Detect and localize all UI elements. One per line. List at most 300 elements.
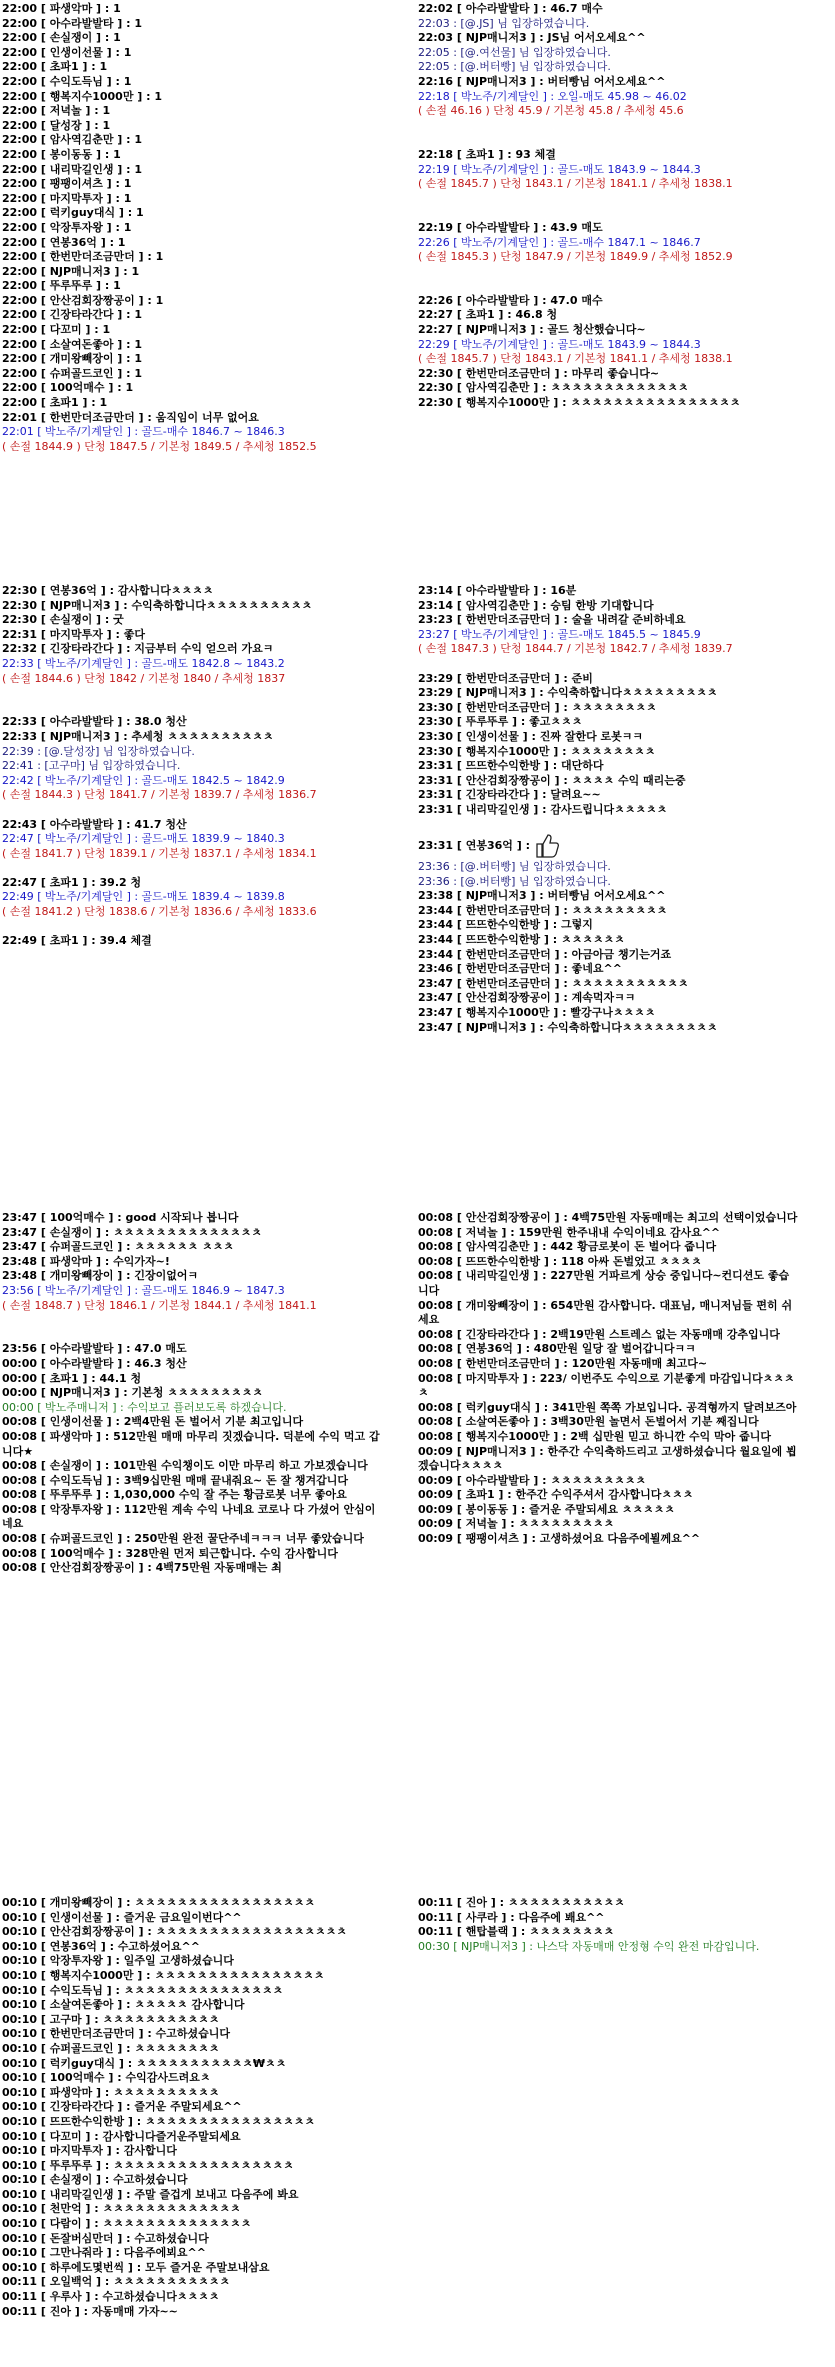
chat-message bbox=[2, 2144, 382, 2159]
chat-message bbox=[2, 46, 382, 61]
chat-message bbox=[2, 613, 382, 628]
chat-message bbox=[2, 759, 382, 774]
chat-message-text: 00:08 [ 암사역김춘만 ] : 442 황금로봇이 돈 벌어다 줍니다 bbox=[418, 1240, 717, 1254]
chat-message bbox=[418, 584, 798, 599]
chat-message bbox=[418, 948, 798, 963]
chat-message-text: ( 손절 1844.9 ) 단청 1847.5 / 기본청 1849.5 / 추세청 1852.5 bbox=[2, 439, 317, 453]
chat-message bbox=[418, 163, 798, 178]
chat-message-text: 00:10 [ 천만억 ] : ㅊㅊㅊㅊㅊㅊㅊㅊㅊㅊㅊㅊㅊ bbox=[2, 2202, 241, 2216]
chat-message-text: 22:00 [ 뚜루뚜루 ] : 1 bbox=[2, 279, 121, 293]
chat-message bbox=[418, 933, 798, 948]
chat-message-text: 22:41 : [고구마] 님 입장하였습니다. bbox=[2, 759, 181, 773]
chat-message-text: 23:14 [ 암사역김춘만 ] : 승팀 한방 기대합니다 bbox=[418, 598, 654, 612]
chat-message bbox=[418, 889, 798, 904]
chat-message bbox=[418, 294, 798, 309]
chat-message-text: 22:03 [ NJP매니저3 ] : JS님 어서오세요^^ bbox=[418, 31, 646, 45]
chat-message bbox=[2, 745, 382, 760]
chat-message bbox=[2, 1255, 382, 1270]
chat-message-text: 22:32 [ 긴장타라간다 ] : 지금부터 수익 얻으러 가요ㅋ bbox=[2, 642, 274, 656]
chat-message-text: 22:00 [ 행복지수1000만 ] : 1 bbox=[2, 89, 163, 103]
chat-message-text: 00:09 [ 초파1 ] : 한주간 수익주셔서 감사합니다ㅊㅊㅊ bbox=[418, 1488, 694, 1502]
chat-message bbox=[2, 1459, 382, 1474]
chat-message-text: 00:09 [ 저녁놀 ] : ㅊㅊㅊㅊㅊㅊㅊㅊㅊ bbox=[418, 1517, 615, 1531]
chat-message bbox=[418, 396, 798, 411]
chat-message-text: 00:08 [ 파생악마 ] : 512만원 매매 마무리 짓겠습니다. 덕분에 수익 먹고 갑니다★ bbox=[2, 1429, 380, 1458]
thumbs-up-icon bbox=[534, 832, 560, 860]
chat-message-text: ( 손절 1848.7 ) 단청 1846.1 / 기본청 1844.1 / 추세청 1841.1 bbox=[2, 1298, 317, 1312]
chat-message-text: 22:00 [ 저녁놀 ] : 1 bbox=[2, 104, 111, 118]
chat-message-text: 00:08 [ 안산검회장짱공이 ] : 4백75만원 자동매매는 최고의 선택이었습니다 bbox=[418, 1211, 798, 1224]
chat-message bbox=[2, 934, 382, 949]
chat-message-text: 22:26 [ 아수라발발타 ] : 47.0 매수 bbox=[418, 293, 603, 307]
chat-message bbox=[2, 2013, 382, 2028]
chat-message-text: 22:00 [ 내리막길인생 ] : 1 bbox=[2, 162, 143, 176]
chat-message-text: 00:11 [ 진아 ] : ㅊㅊㅊㅊㅊㅊㅊㅊㅊㅊㅊ bbox=[418, 1896, 625, 1909]
chat-message bbox=[418, 1211, 798, 1226]
chat-message-text: 23:36 : [@.버터빵] 님 입장하였습니다. bbox=[418, 860, 611, 874]
chat-message bbox=[418, 1299, 798, 1328]
chat-panel-6 bbox=[418, 1211, 798, 1751]
chat-message bbox=[2, 1474, 382, 1489]
chat-message bbox=[2, 1547, 382, 1562]
chat-message bbox=[2, 1372, 382, 1387]
chat-message bbox=[418, 613, 798, 628]
chat-message-text: 23:36 : [@.버터빵] 님 입장하였습니다. bbox=[418, 874, 611, 888]
chat-message-text: 22:33 [ 아수라발발타 ] : 38.0 청산 bbox=[2, 715, 187, 729]
chat-message-text: 22:00 [ 한번만더조금만더 ] : 1 bbox=[2, 250, 164, 264]
chat-message bbox=[2, 2130, 382, 2145]
chat-message bbox=[2, 2246, 382, 2261]
chat-message-text: 23:44 [ 한번만더조금만더 ] : ㅊㅊㅊㅊㅊㅊㅊㅊㅊ bbox=[418, 903, 668, 917]
chat-message-text: 00:08 [ 슈퍼골드코인 ] : 250만원 완전 꿀단주네ㅋㅋㅋ 너무 좋았습니다 bbox=[2, 1532, 364, 1546]
spacer bbox=[418, 279, 798, 294]
chat-message bbox=[2, 338, 382, 353]
chat-message bbox=[2, 1911, 382, 1926]
chat-message bbox=[418, 1940, 798, 1955]
chat-message-text: 23:31 [ 안산검회장짱공이 ] : ㅊㅊㅊㅊ 수익 때리는중 bbox=[418, 773, 686, 787]
spacer bbox=[418, 206, 798, 221]
chat-message-text: 00:08 [ 저녁놀 ] : 159만원 한주내내 수익이네요 감사요^^ bbox=[418, 1225, 721, 1239]
chat-message bbox=[418, 803, 798, 818]
chat-message bbox=[2, 148, 382, 163]
chat-message-text: 22:00 [ 마지막투자 ] : 1 bbox=[2, 191, 132, 205]
chat-message-text: 00:10 [ 연봉36억 ] : 수고하셨어요^^ bbox=[2, 1939, 200, 1953]
chat-message bbox=[2, 2275, 382, 2290]
spacer bbox=[2, 686, 382, 701]
chat-message-text: 22:00 [ 100억매수 ] : 1 bbox=[2, 381, 134, 395]
chat-message-text: 00:08 [ 연봉36억 ] : 480만원 일당 잘 벌어갑니다ㅋㅋ bbox=[418, 1342, 696, 1356]
chat-message-text: 22:26 [ 박노주/기계달인 ] : 골드-매수 1847.1 ~ 1846.7 bbox=[418, 235, 701, 249]
chat-message-text: ( 손절 46.16 ) 단청 45.9 / 기본청 45.8 / 추세청 45.6 bbox=[418, 104, 684, 118]
chat-message bbox=[2, 265, 382, 280]
chat-message bbox=[2, 642, 382, 657]
chat-message bbox=[418, 1226, 798, 1241]
chat-message-text: 00:00 [ 초파1 ] : 44.1 청 bbox=[2, 1371, 142, 1385]
chat-message bbox=[418, 1240, 798, 1255]
chat-message-text: 22:31 [ 마지막투자 ] : 좋다 bbox=[2, 627, 145, 641]
chat-message bbox=[418, 599, 798, 614]
chat-message-text: 22:05 : [@.여선물] 님 입장하였습니다. bbox=[418, 45, 611, 59]
chat-message-text: 00:10 [ 슈퍼골드코인 ] : ㅊㅊㅊㅊㅊㅊㅊㅊ bbox=[2, 2041, 220, 2055]
chat-message bbox=[418, 1255, 798, 1270]
chat-message-text: 23:29 [ NJP매니저3 ] : 수익축하합니다ㅊㅊㅊㅊㅊㅊㅊㅊㅊ bbox=[418, 686, 718, 700]
chat-message bbox=[2, 221, 382, 236]
chat-message-text: 23:47 [ 행복지수1000만 ] : 빨강구나ㅊㅊㅊㅊ bbox=[418, 1006, 656, 1020]
chat-message bbox=[2, 1925, 382, 1940]
spacer bbox=[2, 861, 382, 876]
chat-message-text: 22:18 [ 초파1 ] : 93 체결 bbox=[418, 147, 556, 161]
chat-message bbox=[2, 1969, 382, 1984]
chat-message-text: 00:10 [ 럭키guy대식 ] : ㅊㅊㅊㅊㅊㅊㅊㅊㅊㅊㅊ₩ㅊㅊ bbox=[2, 2056, 287, 2070]
chat-message bbox=[418, 1415, 798, 1430]
chat-message-text: 22:49 [ 박노주/기계달인 ] : 골드-매도 1839.4 ~ 1839.8 bbox=[2, 890, 285, 904]
chat-message bbox=[2, 847, 382, 862]
chat-message bbox=[2, 2188, 382, 2203]
chat-message bbox=[418, 1342, 798, 1357]
chat-message-text: 00:08 [ 안산검회장짱공이 ] : 4백75만원 자동매매는 최 bbox=[2, 1561, 282, 1575]
chat-panel-8 bbox=[418, 1896, 798, 1976]
chat-message-text: 22:01 [ 한번만더조금만더 ] : 움직임이 너무 없어요 bbox=[2, 410, 259, 424]
chat-message-text: 22:03 : [@.JS] 님 입장하였습니다. bbox=[418, 16, 590, 30]
chat-message-text: 00:09 [ 팽팽이셔츠 ] : 고생하셨어요 다음주에뵐께요^^ bbox=[418, 1532, 701, 1546]
chat-message bbox=[418, 90, 798, 105]
chat-message-text: 00:10 [ 인생이선물 ] : 즐거운 금요일이번다^^ bbox=[2, 1910, 242, 1924]
chat-message bbox=[418, 148, 798, 163]
chat-message bbox=[2, 308, 382, 323]
chat-message bbox=[2, 818, 382, 833]
chat-message-text: 22:01 [ 박노주/기계달인 ] : 골드-매수 1846.7 ~ 1846.3 bbox=[2, 425, 285, 439]
chat-message-text: 23:30 [ 인생이선물 ] : 진짜 잘한다 로봇ㅋㅋ bbox=[418, 729, 644, 743]
chat-message-text: 23:47 [ NJP매니저3 ] : 수익축하합니다ㅊㅊㅊㅊㅊㅊㅊㅊㅊ bbox=[418, 1020, 718, 1034]
chat-message bbox=[418, 991, 798, 1006]
chat-message-text: 00:08 [ 악장투자왕 ] : 112만원 계속 수익 나네요 코로나 다 가셨어 안심이네요 bbox=[2, 1502, 376, 1531]
chat-message bbox=[2, 1240, 382, 1255]
chat-message bbox=[2, 2100, 382, 2115]
chat-message bbox=[418, 367, 798, 382]
chat-message bbox=[418, 1488, 798, 1503]
chat-message bbox=[2, 628, 382, 643]
chat-panel-2 bbox=[418, 2, 798, 410]
chat-message-text: 00:11 [ 우루사 ] : 수고하셨습니다ㅊㅊㅊㅊ bbox=[2, 2290, 220, 2304]
chat-message-text: 00:10 [ 마지막투자 ] : 감사합니다 bbox=[2, 2144, 177, 2158]
chat-message-text: 22:33 [ NJP매니저3 ] : 추세청 ㅊㅊㅊㅊㅊㅊㅊㅊㅊㅊ bbox=[2, 729, 274, 743]
chat-message bbox=[418, 832, 798, 860]
chat-message bbox=[418, 1372, 798, 1401]
chat-message-text: 00:10 [ 수익도득님 ] : ㅊㅊㅊㅊㅊㅊㅊㅊㅊㅊㅊㅊㅊㅊㅊ bbox=[2, 1983, 284, 1997]
chat-message bbox=[2, 657, 382, 672]
chat-message-text: 00:10 [ 소살여돈좋아 ] : ㅊㅊㅊㅊㅊ 감사합니다 bbox=[2, 1998, 245, 2012]
spacer bbox=[418, 192, 798, 207]
chat-message-text: 22:30 [ 손실쟁이 ] : 굿 bbox=[2, 613, 124, 627]
chat-message bbox=[2, 163, 382, 178]
chat-message bbox=[2, 294, 382, 309]
chat-message bbox=[2, 2202, 382, 2217]
chat-message-text: 22:00 [ 다꼬미 ] : 1 bbox=[2, 323, 111, 337]
chat-message-text: 23:31 [ 긴장타라간다 ] : 달려요~~ bbox=[418, 788, 601, 802]
chat-message bbox=[418, 338, 798, 353]
chat-message bbox=[2, 1211, 382, 1226]
chat-message-text: 22:19 [ 아수라발발타 ] : 43.9 매도 bbox=[418, 220, 603, 234]
chat-message-text: 00:00 [ 아수라발발타 ] : 46.3 청산 bbox=[2, 1356, 187, 1370]
chat-message bbox=[2, 599, 382, 614]
chat-message bbox=[418, 1474, 798, 1489]
chat-panel-7 bbox=[2, 1896, 382, 2364]
chat-message bbox=[2, 1342, 382, 1357]
chat-message-text: 22:00 [ NJP매니저3 ] : 1 bbox=[2, 264, 140, 278]
chat-message bbox=[2, 2305, 382, 2320]
chat-message-text: 23:44 [ 한번만더조금만더 ] : 아금아금 챙기는거죠 bbox=[418, 947, 672, 961]
chat-message bbox=[2, 192, 382, 207]
chat-message-text: 23:29 [ 한번만더조금만더 ] : 준비 bbox=[418, 671, 593, 685]
chat-message-text: 22:00 [ 봉이동동 ] : 1 bbox=[2, 147, 121, 161]
chat-message-text: 00:08 [ 개미왕빼장이 ] : 654만원 감사합니다. 대표님, 매니저님들 편히 쉬세요 bbox=[418, 1298, 793, 1327]
spacer bbox=[418, 133, 798, 148]
chat-message-text: 22:00 [ 암사역김춘만 ] : 1 bbox=[2, 133, 143, 147]
chat-message bbox=[2, 1984, 382, 1999]
chat-message bbox=[2, 2086, 382, 2101]
chat-message bbox=[2, 411, 382, 426]
chat-message-text: ( 손절 1845.7 ) 단청 1843.1 / 기본청 1841.1 / 추세청 1838.1 bbox=[418, 352, 733, 366]
chat-message-text: 22:00 [ 파생악마 ] : 1 bbox=[2, 2, 121, 15]
chat-message bbox=[418, 701, 798, 716]
chat-message bbox=[418, 904, 798, 919]
spacer bbox=[2, 1328, 382, 1343]
chat-message bbox=[2, 1386, 382, 1401]
chat-message-text: 23:47 [ 안산검회장짱공이 ] : 계속먹자ㅋㅋ bbox=[418, 991, 636, 1005]
chat-message bbox=[2, 1532, 382, 1547]
chat-message-text: 22:00 [ 슈퍼골드코인 ] : 1 bbox=[2, 366, 143, 380]
chat-message bbox=[2, 17, 382, 32]
chat-message-text: 00:10 [ 안산검회장짱공이 ] : ㅊㅊㅊㅊㅊㅊㅊㅊㅊㅊㅊㅊㅊㅊㅊㅊㅊㅊ bbox=[2, 1925, 347, 1939]
chat-message-text: 23:30 [ 한번만더조금만더 ] : ㅊㅊㅊㅊㅊㅊㅊㅊ bbox=[418, 700, 657, 714]
chat-message-text: 23:48 [ 파생악마 ] : 수익가자~! bbox=[2, 1254, 170, 1268]
chat-message-text: 23:44 [ 뜨뜨한수익한방 ] : ㅊㅊㅊㅊㅊㅊ bbox=[418, 933, 625, 947]
chat-message bbox=[2, 1430, 382, 1459]
chat-message-text: 00:09 [ NJP매니저3 ] : 한주간 수익축하드리고 고생하셨습니다 월요일에 뵙겠습니다ㅊㅊㅊㅊ bbox=[418, 1444, 797, 1473]
chat-message-text: 00:00 [ NJP매니저3 ] : 기본청 ㅊㅊㅊㅊㅊㅊㅊㅊㅊ bbox=[2, 1386, 263, 1400]
chat-message-text: 00:10 [ 행복지수1000만 ] : ㅊㅊㅊㅊㅊㅊㅊㅊㅊㅊㅊㅊㅊㅊㅊㅊ bbox=[2, 1968, 325, 1982]
chat-message bbox=[2, 2159, 382, 2174]
chat-message bbox=[2, 440, 382, 455]
chat-message bbox=[2, 279, 382, 294]
chat-message bbox=[418, 759, 798, 774]
chat-message-text: 22:00 [ 손실쟁이 ] : 1 bbox=[2, 31, 121, 45]
chat-message bbox=[418, 642, 798, 657]
chat-message bbox=[2, 2261, 382, 2276]
chat-message bbox=[2, 1940, 382, 1955]
chat-message bbox=[418, 221, 798, 236]
chat-message-text: 00:10 [ 한번만더조금만더 ] : 수고하셨습니다 bbox=[2, 2027, 231, 2041]
chat-message bbox=[418, 860, 798, 875]
chat-message-text: 00:11 [ 오일백억 ] : ㅊㅊㅊㅊㅊㅊㅊㅊㅊㅊㅊ bbox=[2, 2275, 231, 2289]
chat-message bbox=[418, 31, 798, 46]
chat-message bbox=[2, 1299, 382, 1314]
chat-message bbox=[2, 672, 382, 687]
chat-message-text: 22:42 [ 박노주/기계달인 ] : 골드-매도 1842.5 ~ 1842.9 bbox=[2, 773, 285, 787]
chat-message bbox=[418, 774, 798, 789]
chat-message bbox=[2, 1226, 382, 1241]
chat-message-text: 00:10 [ 다꼬미 ] : 감사합니다즐거운주말되세요 bbox=[2, 2129, 241, 2143]
chat-message-text: 22:00 [ 인생이선물 ] : 1 bbox=[2, 45, 132, 59]
chat-message bbox=[418, 308, 798, 323]
chat-message-text: 00:08 [ 손실쟁이 ] : 101만원 수익챙이도 이만 마무리 하고 가보겠습니다 bbox=[2, 1459, 368, 1473]
chat-message bbox=[418, 977, 798, 992]
chat-message bbox=[418, 1006, 798, 1021]
spacer bbox=[2, 920, 382, 935]
chat-message-text: 22:00 [ 수익도득님 ] : 1 bbox=[2, 74, 132, 88]
chat-message-text: 00:10 [ 개미왕빼장이 ] : ㅊㅊㅊㅊㅊㅊㅊㅊㅊㅊㅊㅊㅊㅊㅊㅊㅊ bbox=[2, 1896, 316, 1909]
chat-message-text: 22:00 [ 초파1 ] : 1 bbox=[2, 60, 108, 74]
chat-message bbox=[418, 250, 798, 265]
chat-message-text: 22:39 : [@.달성장] 님 입장하였습니다. bbox=[2, 744, 195, 758]
chat-message-text: 00:08 [ 마지막투자 ] : 223/ 이번주도 수익으로 기분좋게 마감입니다ㅊㅊㅊㅊ bbox=[418, 1371, 795, 1400]
chat-message-text: 00:10 [ 고구마 ] : ㅊㅊㅊㅊㅊㅊㅊㅊㅊㅊㅊ bbox=[2, 2012, 220, 2026]
chat-message bbox=[418, 1021, 798, 1036]
chat-message bbox=[418, 352, 798, 367]
chat-message-text: 22:02 [ 아수라발발타 ] : 46.7 매수 bbox=[418, 2, 603, 15]
chat-message bbox=[2, 715, 382, 730]
chat-message bbox=[2, 104, 382, 119]
chat-message bbox=[418, 686, 798, 701]
chat-message-text: ( 손절 1847.3 ) 단청 1844.7 / 기본청 1842.7 / 추세청 1839.7 bbox=[418, 642, 733, 656]
chat-message bbox=[418, 730, 798, 745]
chat-message-text: 22:30 [ NJP매니저3 ] : 수익축하합니다ㅊㅊㅊㅊㅊㅊㅊㅊㅊㅊ bbox=[2, 598, 313, 612]
chat-message-text: 00:08 [ 100억매수 ] : 328만원 먼저 퇴근합니다. 수익 감사합니다 bbox=[2, 1546, 338, 1560]
chat-message bbox=[2, 381, 382, 396]
chat-message bbox=[418, 1532, 798, 1547]
chat-message bbox=[2, 119, 382, 134]
chat-message-text: 00:09 [ 아수라발발타 ] : ㅊㅊㅊㅊㅊㅊㅊㅊㅊ bbox=[418, 1473, 647, 1487]
chat-message-text: 00:00 [ 박노주매니저 ] : 수익보고 플러보도록 하겠습니다. bbox=[2, 1400, 287, 1414]
chat-message bbox=[2, 774, 382, 789]
chat-message-text: 22:05 : [@.버터빵] 님 입장하였습니다. bbox=[418, 60, 611, 74]
chat-message-text: 00:10 [ 그만나줘라 ] : 다음주에뵈요^^ bbox=[2, 2246, 206, 2260]
chat-message bbox=[2, 425, 382, 440]
chat-message-text: 23:47 [ 손실쟁이 ] : ㅊㅊㅊㅊㅊㅊㅊㅊㅊㅊㅊㅊㅊㅊ bbox=[2, 1225, 262, 1239]
chat-message-text: 00:11 [ 사쿠라 ] : 다음주에 봬요^^ bbox=[418, 1910, 605, 1924]
chat-message bbox=[2, 832, 382, 847]
chat-message-text: 23:14 [ 아수라발발타 ] : 16분 bbox=[418, 584, 577, 597]
chat-message bbox=[418, 1925, 798, 1940]
chat-message-text: 22:18 [ 박노주/기계달인 ] : 오일-매도 45.98 ~ 46.02 bbox=[418, 89, 687, 103]
chat-message-text: 22:00 [ 팽팽이셔츠 ] : 1 bbox=[2, 177, 132, 191]
chat-message bbox=[418, 715, 798, 730]
chat-message bbox=[2, 788, 382, 803]
chat-message bbox=[2, 1561, 382, 1576]
chat-message bbox=[418, 1269, 798, 1298]
chat-message bbox=[2, 1284, 382, 1299]
chat-message-text: ( 손절 1845.7 ) 단청 1843.1 / 기본청 1841.1 / 추세청 1838.1 bbox=[418, 177, 733, 191]
chat-message bbox=[2, 396, 382, 411]
chat-message-text: ( 손절 1845.3 ) 단청 1847.9 / 기본청 1849.9 / 추세청 1852.9 bbox=[418, 250, 733, 264]
chat-message bbox=[2, 1954, 382, 1969]
chat-message-text: 23:56 [ 아수라발발타 ] : 47.0 매도 bbox=[2, 1342, 187, 1356]
chat-message-text: 22:00 [ 초파1 ] : 1 bbox=[2, 396, 108, 410]
chat-message bbox=[418, 788, 798, 803]
chat-message-text: 00:11 [ 핸탑블랙 ] : ㅊㅊㅊㅊㅊㅊㅊㅊ bbox=[418, 1925, 615, 1939]
chat-message bbox=[418, 2, 798, 17]
chat-message bbox=[2, 177, 382, 192]
chat-message-text: 00:08 [ 인생이선물 ] : 2백4만원 돈 벌어서 기분 최고입니다 bbox=[2, 1415, 304, 1429]
chat-message bbox=[2, 2217, 382, 2232]
spacer bbox=[418, 818, 798, 833]
chat-message-text: 00:08 [ 행복지수1000만 ] : 2백 십만원 믿고 하니깐 수익 막아 줍니다 bbox=[418, 1429, 772, 1443]
chat-message-text: 00:08 [ 뚜루뚜루 ] : 1,030,000 수익 잘 주는 황금로봇 너무 좋아요 bbox=[2, 1488, 347, 1502]
chat-message-text: 00:10 [ 손실쟁이 ] : 수고하셨습니다 bbox=[2, 2173, 188, 2187]
chat-message-text: 22:33 [ 박노주/기계달인 ] : 골드-매도 1842.8 ~ 1843.2 bbox=[2, 656, 285, 670]
chat-message bbox=[2, 1503, 382, 1532]
chat-message-text: 00:10 [ 100억매수 ] : 수익감사드려요ㅊ bbox=[2, 2071, 211, 2085]
chat-panel-1 bbox=[2, 2, 382, 453]
chat-message bbox=[418, 177, 798, 192]
chat-message-text: 22:00 [ 아수라발발타 ] : 1 bbox=[2, 16, 143, 30]
chat-message bbox=[2, 1269, 382, 1284]
chat-message bbox=[2, 730, 382, 745]
chat-message bbox=[2, 584, 382, 599]
chat-message-text: ( 손절 1841.7 ) 단청 1839.1 / 기본청 1837.1 / 추세청 1834.1 bbox=[2, 846, 317, 860]
chat-message-text: 23:47 [ 슈퍼골드코인 ] : ㅊㅊㅊㅊㅊㅊ ㅊㅊㅊ bbox=[2, 1240, 234, 1254]
chat-message-text: 22:00 [ 소살여돈좋아 ] : 1 bbox=[2, 337, 143, 351]
chat-message-text: 22:29 [ 박노주/기계달인 ] : 골드-매도 1843.9 ~ 1844.3 bbox=[418, 337, 701, 351]
chat-message bbox=[418, 104, 798, 119]
chat-message-text: 22:00 [ 달성장 ] : 1 bbox=[2, 118, 111, 132]
chat-message-text: ( 손절 1841.2 ) 단청 1838.6 / 기본청 1836.6 / 추세청 1833.6 bbox=[2, 905, 317, 919]
chat-message bbox=[2, 75, 382, 90]
chat-message-text: 00:10 [ 다람이 ] : ㅊㅊㅊㅊㅊㅊㅊㅊㅊㅊㅊㅊㅊㅊ bbox=[2, 2217, 252, 2231]
chat-message bbox=[2, 2042, 382, 2057]
chat-message bbox=[2, 250, 382, 265]
chat-message-text: 00:08 [ 럭키guy대식 ] : 341만원 쪽쪽 가보입니다. 공격형까지 달려보즈아 bbox=[418, 1400, 797, 1414]
chat-message-text: 23:38 [ NJP매니저3 ] : 버터빵님 어서오세요^^ bbox=[418, 889, 666, 903]
chat-message bbox=[418, 672, 798, 687]
chat-message bbox=[418, 75, 798, 90]
chat-message-text: 22:27 [ 초파1 ] : 46.8 청 bbox=[418, 308, 558, 322]
chat-message-text: 22:30 [ 연봉36억 ] : 감사합니다ㅊㅊㅊㅊ bbox=[2, 584, 214, 597]
chat-message bbox=[2, 2057, 382, 2072]
chat-message bbox=[2, 90, 382, 105]
chat-message-text: 22:00 [ 개미왕빼장이 ] : 1 bbox=[2, 352, 143, 366]
chat-message bbox=[418, 1401, 798, 1416]
chat-message bbox=[2, 2115, 382, 2130]
chat-message-text: 22:00 [ 긴장타라간다 ] : 1 bbox=[2, 308, 143, 322]
chat-message-text: 00:10 [ 돈잘버심만더 ] : 수고하셨습니다 bbox=[2, 2231, 209, 2245]
chat-message bbox=[418, 1503, 798, 1518]
chat-message bbox=[2, 2027, 382, 2042]
chat-message bbox=[2, 2173, 382, 2188]
chat-message bbox=[418, 60, 798, 75]
chat-message-text: 23:48 [ 개미왕빼장이 ] : 긴장이없어ㅋ bbox=[2, 1269, 199, 1283]
chat-message bbox=[2, 323, 382, 338]
chat-message bbox=[2, 1488, 382, 1503]
chat-message-text: 22:00 [ 안산검회장짱공이 ] : 1 bbox=[2, 293, 164, 307]
chat-message bbox=[2, 367, 382, 382]
chat-message-text: 23:31 [ 뜨뜨한수익한방 ] : 대단하다 bbox=[418, 759, 604, 773]
chat-message bbox=[418, 17, 798, 32]
chat-message-text: 22:30 [ 암사역김춘만 ] : ㅊㅊㅊㅊㅊㅊㅊㅊㅊㅊㅊㅊㅊ bbox=[418, 381, 689, 395]
chat-message bbox=[418, 46, 798, 61]
spacer bbox=[2, 803, 382, 818]
chat-message-text: 22:47 [ 초파1 ] : 39.2 청 bbox=[2, 875, 142, 889]
chat-message-text: 23:56 [ 박노주/기계달인 ] : 골드-매도 1846.9 ~ 1847.3 bbox=[2, 1283, 285, 1297]
chat-message bbox=[418, 323, 798, 338]
chat-message-text: 00:10 [ 뜨뜨한수익한방 ] : ㅊㅊㅊㅊㅊㅊㅊㅊㅊㅊㅊㅊㅊㅊㅊㅊ bbox=[2, 2114, 316, 2128]
chat-message bbox=[2, 2071, 382, 2086]
chat-message-text: 00:10 [ 뚜루뚜루 ] : ㅊㅊㅊㅊㅊㅊㅊㅊㅊㅊㅊㅊㅊㅊㅊㅊㅊ bbox=[2, 2158, 294, 2172]
chat-message bbox=[2, 2290, 382, 2305]
chat-message bbox=[2, 876, 382, 891]
chat-message-text: 23:44 [ 뜨뜨한수익한방 ] : 그렇지 bbox=[418, 918, 593, 932]
chat-panel-3 bbox=[2, 584, 382, 969]
